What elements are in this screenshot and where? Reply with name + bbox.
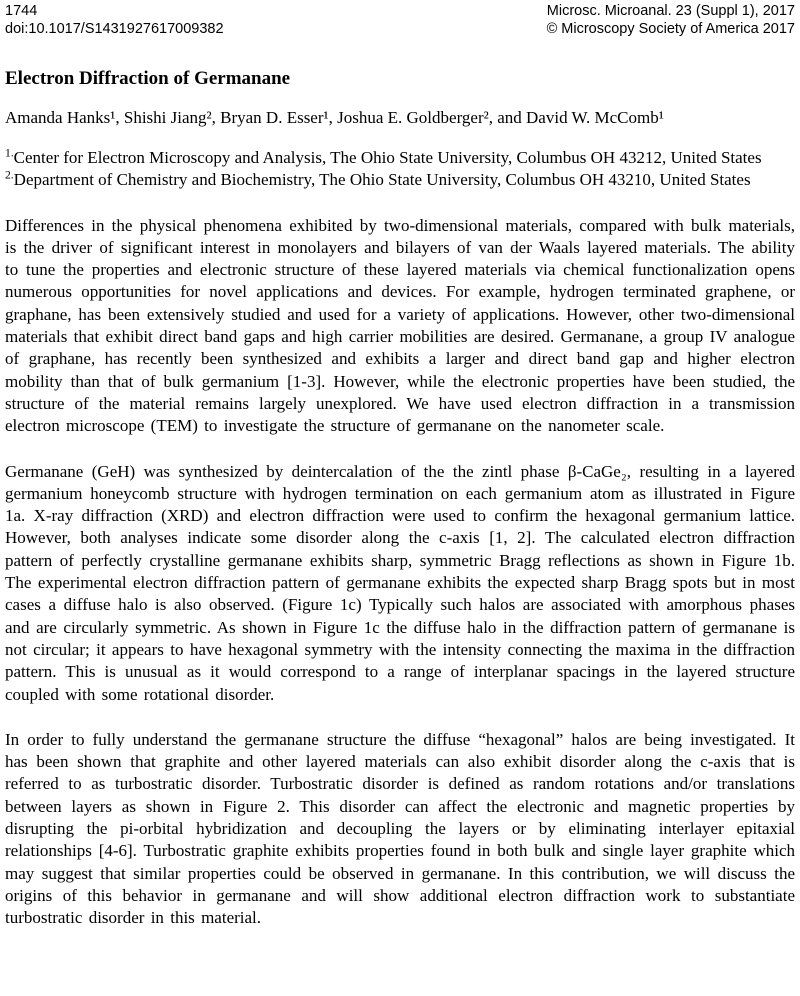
- page-number: 1744: [5, 3, 38, 19]
- copyright-notice: © Microscopy Society of America 2017: [546, 21, 795, 37]
- affiliations: [5, 147, 795, 192]
- journal-masthead: [5, 2, 795, 38]
- affiliation-2: [5, 169, 795, 191]
- affiliation-1-marker: 1.: [5, 146, 14, 160]
- masthead-left: [5, 2, 224, 38]
- journal-reference: Microsc. Microanal. 23 (Suppl 1), 2017: [546, 3, 795, 19]
- body-paragraph-2: Germanane (GeH) was synthesized by deintercalation of the the zintl phase β-CaGe₂, resulting in a layered germanium honeycomb structure with hydrogen termination on each germanium atom as illustrated in Figure 1a. X-ray diffraction (XRD) and electron diffraction were used to confirm the hexagonal germanium lattice. However, both analyses indicate some disorder along the c-axis [1, 2]. The calculated electron diffraction pattern of perfectly crystalline germanane exhibits sharp, symmetric Bragg reflections as shown in Figure 1b. The experimental electron diffraction pattern of germanane exhibits the expected sharp Bragg spots but in most cases a diffuse halo is also observed. (Figure 1c) Typically such halos are associated with amorphous phases and are circularly symmetric. As shown in Figure 1c the diffuse halo in the diffraction pattern of germanane is not circular; it appears to have hexagonal symmetry with the intensity connecting the maxima in the diffraction pattern. This is unusual as it would correspond to a range of interplanar spacings in the layered structure coupled with some rotational disorder.: [5, 461, 795, 704]
- doi: doi:10.1017/S1431927617009382: [5, 21, 224, 37]
- affiliation-1: [5, 147, 795, 169]
- affiliation-2-text: Department of Chemistry and Biochemistry, The Ohio State University, Columbus OH 43210, United States: [13, 170, 751, 190]
- affiliation-2-marker: 2.: [5, 168, 14, 182]
- body-paragraph-1: Differences in the physical phenomena exhibited by two-dimensional materials, compared with bulk materials, is the driver of significant interest in monolayers and bilayers of van der Waals layered materials. The ability to tune the properties and electronic structure of these layered materials via chemical functionalization opens numerous opportunities for novel applications and devices. For example, hydrogen terminated graphene, or graphane, has been extensively studied and used for a variety of applications. However, other two-dimensional materials that exhibit direct band gaps and high carrier mobilities are desired. Germanane, a group IV analogue of graphane, has recently been synthesized and exhibits a larger and direct band gap and higher electron mobility than that of bulk germanium [1-3]. However, while the electronic properties have been studied, the structure of the material remains largely unexplored. We have used electron diffraction in a transmission electron microscope (TEM) to investigate the structure of germanane on the nanometer scale.: [5, 215, 795, 436]
- masthead-right: [547, 2, 795, 38]
- author-list: Amanda Hanks¹, Shishi Jiang², Bryan D. Esser¹, Joshua E. Goldberger², and David W. McComb¹: [5, 108, 664, 127]
- affiliation-1-text: Center for Electron Microscopy and Analysis, The Ohio State University, Columbus OH 43212, United States: [13, 148, 762, 167]
- article-title: Electron Diffraction of Germanane: [5, 68, 291, 89]
- body-paragraph-3: In order to fully understand the germanane structure the diffuse “hexagonal” halos are being investigated. It has been shown that graphite and other layered materials can also exhibit disorder along the c-axis that is referred to as turbostratic disorder. Turbostratic disorder is defined as random rotations and/or translations between layers as shown in Figure 2. This disorder can affect the electronic and magnetic properties by disrupting the pi-orbital hybridization and decoupling the layers or by eliminating interlayer epitaxial relationships [4-6]. Turbostratic graphite exhibits properties found in both bulk and single layer graphite which may suggest that similar properties could be observed in germanane. In this contribution, we will discuss the origins of this behavior in germanane and will show additional electron diffraction work to substantiate turbostratic disorder in this material.: [5, 729, 795, 928]
